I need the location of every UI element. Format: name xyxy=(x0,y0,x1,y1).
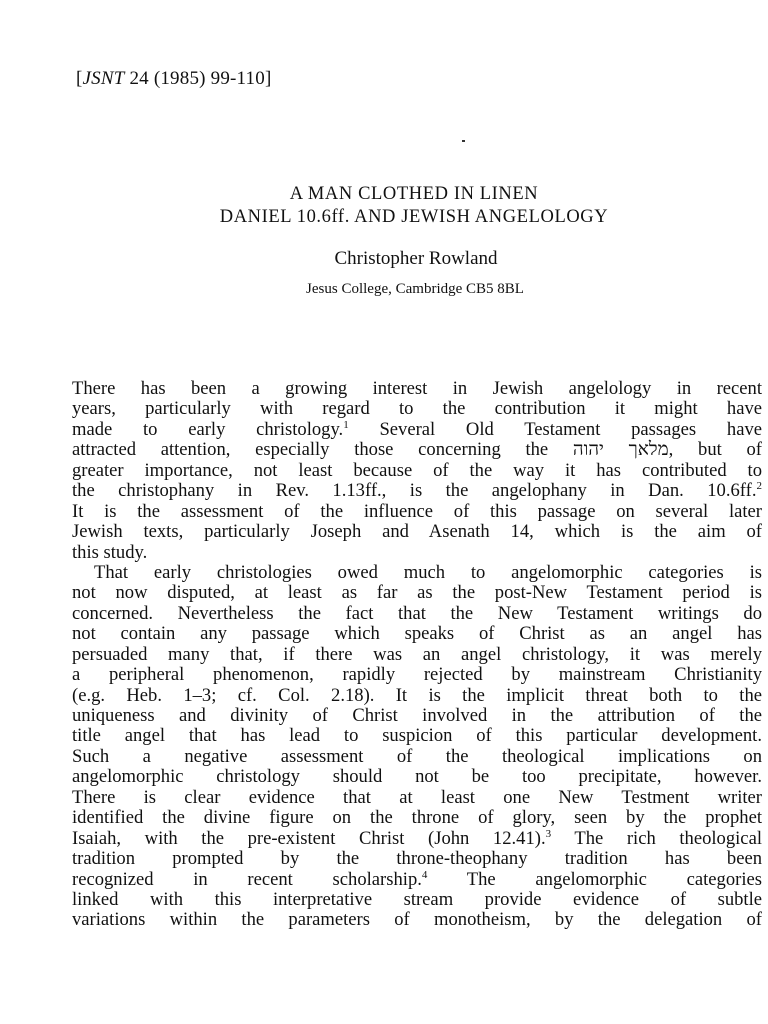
body-line: a peripheral phenomenon, rapidly rejected by mainstream Christianity xyxy=(72,664,762,686)
body-line xyxy=(72,829,762,849)
body-line: concerned. Nevertheless the fact that the New Testament writings do xyxy=(72,602,762,624)
title-line-1: A MAN CLOTHED IN LINEN xyxy=(289,184,539,204)
body-text-segment: The rich theological xyxy=(551,827,762,849)
footnote-ref-1: 1 xyxy=(343,418,349,431)
body-line: this study. xyxy=(72,541,148,563)
body-text-segment: made to early christology. xyxy=(72,418,344,440)
body-line: not contain any passage which speaks of Christ as an angel has xyxy=(72,623,762,645)
body-line: years, particularly with regard to the contribution it might have xyxy=(72,398,762,420)
body-line: persuaded many that, if there was an angel christology, it was merely xyxy=(72,643,762,665)
body-text-segment: The angelomorphic categories xyxy=(427,868,762,890)
body-line xyxy=(72,870,762,890)
speck-mark xyxy=(462,140,465,142)
author-name: Christopher Rowland xyxy=(334,248,498,269)
journal-citation xyxy=(76,68,271,90)
body-line: There has been a growing interest in Jewish angelology in recent xyxy=(72,378,762,399)
body-line: title angel that has lead to suspicion of this particular development. xyxy=(72,725,762,747)
footnote-ref-4: 4 xyxy=(421,868,428,881)
body-line: identified the divine figure on the throne of glory, seen by the prophet xyxy=(72,807,762,829)
body-line xyxy=(72,420,762,440)
citation-volume-pages: 24 (1985) 99-110] xyxy=(124,68,272,89)
body-line: linked with this interpretative stream provide evidence of subtle xyxy=(72,888,762,910)
body-text xyxy=(72,379,762,931)
footnote-ref-3: 3 xyxy=(545,827,552,840)
footnote-ref-2: 2 xyxy=(756,480,762,493)
article-title xyxy=(0,183,768,229)
body-line: tradition prompted by the throne-theophany tradition has been xyxy=(72,848,762,870)
citation-open-bracket: [ xyxy=(76,68,83,89)
body-line: angelomorphic christology should not be too precipitate, however. xyxy=(72,766,762,788)
body-text-segment: the christophany in Rev. 1.13ff., is the angelophany in Dan. 10.6ff. xyxy=(72,480,757,502)
body-line: variations within the parameters of monotheism, by the delegation of xyxy=(72,909,762,931)
body-line: (e.g. Heb. 1–3; cf. Col. 2.18). It is the implicit threat both to the xyxy=(72,684,762,706)
body-line xyxy=(72,481,762,501)
body-text-segment: recognized in recent scholarship. xyxy=(72,868,422,890)
body-line: Jewish texts, particularly Joseph and Asenath 14, which is the aim of xyxy=(72,521,762,543)
body-text-segment: Several Old Testament passages have xyxy=(348,418,762,440)
body-line: Such a negative assessment of the theological implications on xyxy=(72,745,762,767)
body-line: That early christologies owed much to angelomorphic categories is xyxy=(94,561,762,583)
body-line: It is the assessment of the influence of this passage on several later xyxy=(72,500,762,522)
body-line: attracted attention, especially those concerning the מלאך יהוה, but of xyxy=(72,439,762,461)
author-affiliation: Jesus College, Cambridge CB5 8BL xyxy=(306,281,524,297)
body-line: There is clear evidence that at least one New Testment writer xyxy=(72,786,762,808)
journal-abbreviation: JSNT xyxy=(82,68,125,89)
body-line: uniqueness and divinity of Christ involved in the attribution of the xyxy=(72,705,762,726)
body-line: greater importance, not least because of the way it has contributed to xyxy=(72,459,762,481)
title-line-2: DANIEL 10.6ff. AND JEWISH ANGELOLOGY xyxy=(219,207,609,227)
body-line: not now disputed, at least as far as the post-New Testament period is xyxy=(72,582,762,604)
body-text-segment: Isaiah, with the pre-existent Christ (John 12.41). xyxy=(72,827,546,849)
